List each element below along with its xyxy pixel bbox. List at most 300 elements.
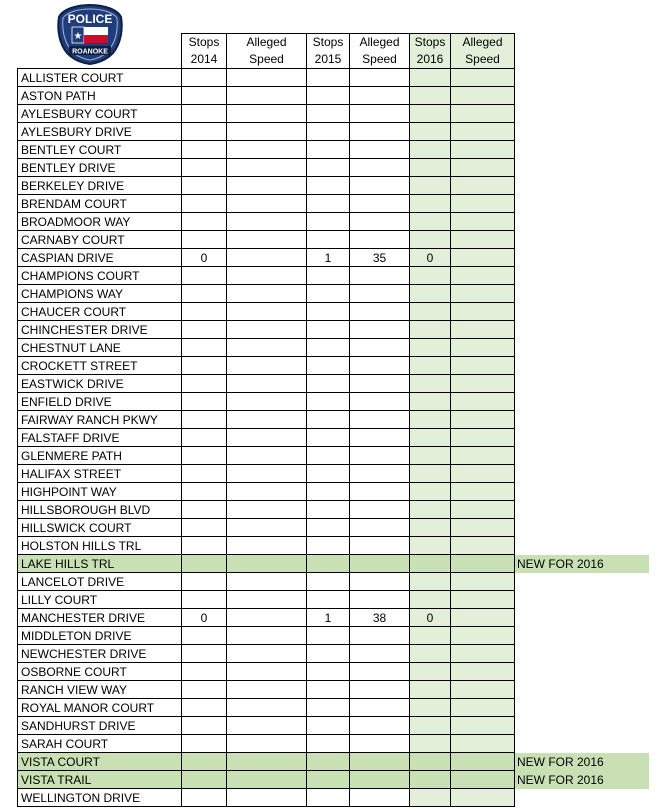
alleged-speed-2014-cell: [227, 681, 307, 699]
stops-2014-cell: [182, 573, 227, 591]
stops-2014-cell: [182, 87, 227, 105]
stops-2015-cell: [307, 645, 350, 663]
street-name-cell: ROYAL MANOR COURT: [18, 699, 182, 717]
alleged-speed-2015-cell: [350, 717, 410, 735]
table-row: [18, 105, 650, 123]
table-row: [18, 789, 650, 807]
street-name-cell: SARAH COURT: [18, 735, 182, 753]
stops-2016-cell: [410, 771, 451, 789]
stops-2016-cell: [410, 285, 451, 303]
stops-2014-cell: [182, 717, 227, 735]
stops-2014-cell: [182, 699, 227, 717]
status-note-cell: [515, 105, 650, 123]
alleged-speed-2016-cell: [451, 771, 515, 789]
stops-2015-cell: [307, 123, 350, 141]
table-row: [18, 285, 650, 303]
stops-2014-cell: [182, 789, 227, 807]
alleged-speed-2016-cell: [451, 555, 515, 573]
street-name-cell: SANDHURST DRIVE: [18, 717, 182, 735]
stops-2014-cell: [182, 771, 227, 789]
stops-2015-cell: [307, 753, 350, 771]
alleged-speed-2014-cell: [227, 177, 307, 195]
stops-2016-cell: [410, 519, 451, 537]
status-note-cell: [515, 231, 650, 249]
col-header-alleged-speed-2016: Alleged Speed: [451, 34, 515, 69]
stops-2016-cell: [410, 105, 451, 123]
status-note-cell: [515, 717, 650, 735]
table-row: [18, 753, 650, 771]
alleged-speed-2015-cell: [350, 105, 410, 123]
stops-2016-cell: [410, 321, 451, 339]
street-name-cell: NEWCHESTER DRIVE: [18, 645, 182, 663]
table-row: [18, 465, 650, 483]
alleged-speed-2014-cell: [227, 609, 307, 627]
stops-2015-cell: [307, 555, 350, 573]
status-note-cell: [515, 627, 650, 645]
stops-2015-cell: [307, 627, 350, 645]
stops-2016-cell: [410, 717, 451, 735]
stops-2014-cell: [182, 177, 227, 195]
alleged-speed-2016-cell: [451, 537, 515, 555]
alleged-speed-2014-cell: [227, 195, 307, 213]
alleged-speed-2016-cell: [451, 753, 515, 771]
stops-2016-cell: [410, 141, 451, 159]
table-row: [18, 69, 650, 87]
alleged-speed-2016-cell: [451, 717, 515, 735]
table-row: [18, 339, 650, 357]
status-note-cell: [515, 699, 650, 717]
stops-2014-cell: [182, 537, 227, 555]
stops-2014-cell: [182, 141, 227, 159]
street-name-cell: MANCHESTER DRIVE: [18, 609, 182, 627]
stops-2014-cell: [182, 123, 227, 141]
table-row: [18, 573, 650, 591]
table-row: [18, 627, 650, 645]
alleged-speed-2015-cell: [350, 339, 410, 357]
status-note-cell: [515, 339, 650, 357]
stops-2015-cell: [307, 321, 350, 339]
alleged-speed-2014-cell: [227, 321, 307, 339]
table-row: [18, 195, 650, 213]
alleged-speed-2015-cell: [350, 753, 410, 771]
stops-2014-cell: [182, 501, 227, 519]
table-row: [18, 591, 650, 609]
status-note-cell: [515, 735, 650, 753]
street-name-cell: CHAMPIONS WAY: [18, 285, 182, 303]
alleged-speed-2014-cell: [227, 573, 307, 591]
stops-2014-cell: [182, 195, 227, 213]
status-note-cell: [515, 537, 650, 555]
alleged-speed-2016-cell: [451, 591, 515, 609]
alleged-speed-2016-cell: [451, 447, 515, 465]
alleged-speed-2014-cell: [227, 303, 307, 321]
alleged-speed-2014-cell: [227, 483, 307, 501]
table-row: [18, 141, 650, 159]
alleged-speed-2014-cell: [227, 249, 307, 267]
stops-2014-cell: [182, 735, 227, 753]
alleged-speed-2015-cell: [350, 411, 410, 429]
stops-2014-cell: [182, 375, 227, 393]
street-name-cell: HIGHPOINT WAY: [18, 483, 182, 501]
stops-2015-cell: [307, 357, 350, 375]
svg-text:★: ★: [73, 31, 83, 42]
status-note-cell: [515, 303, 650, 321]
alleged-speed-2016-cell: [451, 303, 515, 321]
street-stops-table: [17, 33, 650, 807]
stops-2015-cell: [307, 393, 350, 411]
alleged-speed-2015-cell: 35: [350, 249, 410, 267]
table-row: [18, 321, 650, 339]
stops-2016-cell: [410, 537, 451, 555]
stops-2016-cell: [410, 231, 451, 249]
alleged-speed-2015-cell: [350, 177, 410, 195]
alleged-speed-2015-cell: [350, 681, 410, 699]
stops-2016-cell: [410, 591, 451, 609]
status-note-cell: [515, 483, 650, 501]
alleged-speed-2014-cell: [227, 375, 307, 393]
status-note-cell: [515, 681, 650, 699]
alleged-speed-2014-cell: [227, 267, 307, 285]
stops-2015-cell: [307, 681, 350, 699]
table-row: [18, 429, 650, 447]
alleged-speed-2016-cell: [451, 357, 515, 375]
stops-2014-cell: [182, 285, 227, 303]
stops-2016-cell: [410, 393, 451, 411]
alleged-speed-2015-cell: [350, 789, 410, 807]
stops-2014-cell: [182, 159, 227, 177]
street-name-cell: BENTLEY COURT: [18, 141, 182, 159]
alleged-speed-2016-cell: [451, 393, 515, 411]
alleged-speed-2015-cell: [350, 501, 410, 519]
alleged-speed-2015-cell: [350, 69, 410, 87]
stops-2016-cell: [410, 123, 451, 141]
street-name-cell: FALSTAFF DRIVE: [18, 429, 182, 447]
stops-2014-cell: [182, 483, 227, 501]
stops-2015-cell: [307, 177, 350, 195]
stops-2016-cell: [410, 267, 451, 285]
stops-2016-cell: [410, 681, 451, 699]
table-row: [18, 735, 650, 753]
table-row: [18, 375, 650, 393]
stops-2015-cell: [307, 501, 350, 519]
alleged-speed-2016-cell: [451, 609, 515, 627]
alleged-speed-2014-cell: [227, 69, 307, 87]
stops-2015-cell: [307, 375, 350, 393]
alleged-speed-2016-cell: [451, 411, 515, 429]
stops-2015-cell: [307, 573, 350, 591]
stops-2015-cell: [307, 537, 350, 555]
stops-2015-cell: [307, 411, 350, 429]
alleged-speed-2015-cell: [350, 573, 410, 591]
alleged-speed-2016-cell: [451, 627, 515, 645]
street-name-cell: LAKE HILLS TRL: [18, 555, 182, 573]
street-name-cell: BENTLEY DRIVE: [18, 159, 182, 177]
table-row: [18, 519, 650, 537]
table-row: [18, 249, 650, 267]
table-row: [18, 771, 650, 789]
alleged-speed-2015-cell: [350, 267, 410, 285]
stops-2014-cell: [182, 231, 227, 249]
table-row: [18, 231, 650, 249]
stops-2014-cell: 0: [182, 249, 227, 267]
alleged-speed-2014-cell: [227, 771, 307, 789]
stops-2014-cell: 0: [182, 609, 227, 627]
alleged-speed-2015-cell: [350, 303, 410, 321]
alleged-speed-2015-cell: [350, 123, 410, 141]
table-row: [18, 393, 650, 411]
alleged-speed-2016-cell: [451, 429, 515, 447]
alleged-speed-2016-cell: [451, 375, 515, 393]
alleged-speed-2014-cell: [227, 447, 307, 465]
status-note-cell: [515, 411, 650, 429]
alleged-speed-2016-cell: [451, 69, 515, 87]
alleged-speed-2015-cell: [350, 141, 410, 159]
stops-2015-cell: [307, 789, 350, 807]
status-note-cell: [515, 87, 650, 105]
stops-2016-cell: 0: [410, 609, 451, 627]
col-header-stops-2014: Stops 2014: [182, 34, 227, 69]
stops-2016-cell: [410, 555, 451, 573]
alleged-speed-2014-cell: [227, 627, 307, 645]
status-note-cell: NEW FOR 2016: [515, 555, 650, 573]
col-header-stops-2015: Stops 2015: [307, 34, 350, 69]
alleged-speed-2014-cell: [227, 357, 307, 375]
street-name-cell: FAIRWAY RANCH PKWY: [18, 411, 182, 429]
stops-2015-cell: [307, 105, 350, 123]
table-row: [18, 267, 650, 285]
stops-2016-cell: [410, 411, 451, 429]
status-note-cell: NEW FOR 2016: [515, 771, 650, 789]
alleged-speed-2015-cell: 38: [350, 609, 410, 627]
stops-2015-cell: [307, 285, 350, 303]
stops-2015-cell: [307, 663, 350, 681]
street-name-cell: HOLSTON HILLS TRL: [18, 537, 182, 555]
alleged-speed-2015-cell: [350, 213, 410, 231]
street-name-cell: CROCKETT STREET: [18, 357, 182, 375]
street-name-cell: AYLESBURY COURT: [18, 105, 182, 123]
street-name-cell: BERKELEY DRIVE: [18, 177, 182, 195]
alleged-speed-2016-cell: [451, 645, 515, 663]
stops-2015-cell: [307, 735, 350, 753]
street-name-cell: LANCELOT DRIVE: [18, 573, 182, 591]
street-name-cell: ALLISTER COURT: [18, 69, 182, 87]
alleged-speed-2014-cell: [227, 537, 307, 555]
status-note-cell: [515, 429, 650, 447]
alleged-speed-2016-cell: [451, 699, 515, 717]
status-note-cell: [515, 573, 650, 591]
status-note-cell: [515, 519, 650, 537]
stops-2014-cell: [182, 555, 227, 573]
stops-2015-cell: [307, 339, 350, 357]
table-row: [18, 663, 650, 681]
table-row: [18, 159, 650, 177]
street-name-cell: RANCH VIEW WAY: [18, 681, 182, 699]
alleged-speed-2014-cell: [227, 339, 307, 357]
stops-2014-cell: [182, 213, 227, 231]
alleged-speed-2016-cell: [451, 141, 515, 159]
alleged-speed-2016-cell: [451, 465, 515, 483]
alleged-speed-2015-cell: [350, 393, 410, 411]
stops-2015-cell: [307, 465, 350, 483]
stops-2016-cell: [410, 195, 451, 213]
status-note-cell: [515, 447, 650, 465]
stops-2016-cell: [410, 627, 451, 645]
alleged-speed-2016-cell: [451, 195, 515, 213]
alleged-speed-2014-cell: [227, 159, 307, 177]
alleged-speed-2016-cell: [451, 285, 515, 303]
stops-2015-cell: [307, 303, 350, 321]
table-row: [18, 681, 650, 699]
alleged-speed-2014-cell: [227, 591, 307, 609]
status-note-cell: [515, 375, 650, 393]
alleged-speed-2014-cell: [227, 663, 307, 681]
status-note-cell: [515, 393, 650, 411]
table-row: [18, 447, 650, 465]
stops-2014-cell: [182, 753, 227, 771]
note-header-blank: [515, 34, 650, 69]
stops-2016-cell: [410, 501, 451, 519]
alleged-speed-2014-cell: [227, 141, 307, 159]
stops-2015-cell: [307, 447, 350, 465]
alleged-speed-2014-cell: [227, 213, 307, 231]
street-name-cell: BRENDAM COURT: [18, 195, 182, 213]
street-name-cell: GLENMERE PATH: [18, 447, 182, 465]
logo-top-text: POLICE: [67, 12, 113, 26]
stops-2014-cell: [182, 105, 227, 123]
alleged-speed-2015-cell: [350, 87, 410, 105]
alleged-speed-2016-cell: [451, 159, 515, 177]
stops-2016-cell: [410, 177, 451, 195]
alleged-speed-2014-cell: [227, 411, 307, 429]
col-header-alleged-speed-2014: Alleged Speed: [227, 34, 307, 69]
col-header-alleged-speed-2015: Alleged Speed: [350, 34, 410, 69]
stops-2016-cell: [410, 465, 451, 483]
alleged-speed-2014-cell: [227, 519, 307, 537]
street-name-cell: VISTA COURT: [18, 753, 182, 771]
alleged-speed-2014-cell: [227, 465, 307, 483]
stops-2016-cell: [410, 87, 451, 105]
table-row: [18, 483, 650, 501]
logo-bottom-text: ROANOKE: [72, 48, 108, 56]
alleged-speed-2014-cell: [227, 717, 307, 735]
street-name-cell: CHAUCER COURT: [18, 303, 182, 321]
alleged-speed-2016-cell: [451, 483, 515, 501]
stops-2015-cell: [307, 591, 350, 609]
alleged-speed-2015-cell: [350, 375, 410, 393]
street-name-cell: CASPIAN DRIVE: [18, 249, 182, 267]
street-name-cell: OSBORNE COURT: [18, 663, 182, 681]
alleged-speed-2014-cell: [227, 429, 307, 447]
alleged-speed-2015-cell: [350, 231, 410, 249]
stops-2015-cell: [307, 87, 350, 105]
stops-2014-cell: [182, 303, 227, 321]
stops-2015-cell: 1: [307, 609, 350, 627]
table-row: [18, 123, 650, 141]
alleged-speed-2015-cell: [350, 357, 410, 375]
stops-2016-cell: [410, 699, 451, 717]
alleged-speed-2014-cell: [227, 555, 307, 573]
street-name-cell: EASTWICK DRIVE: [18, 375, 182, 393]
alleged-speed-2016-cell: [451, 267, 515, 285]
table-row: [18, 537, 650, 555]
status-note-cell: [515, 195, 650, 213]
stops-2015-cell: [307, 267, 350, 285]
alleged-speed-2015-cell: [350, 483, 410, 501]
street-name-cell: ASTON PATH: [18, 87, 182, 105]
stops-2015-cell: [307, 69, 350, 87]
table-row: [18, 411, 650, 429]
status-note-cell: [515, 141, 650, 159]
stops-2016-cell: [410, 69, 451, 87]
stops-2016-cell: [410, 303, 451, 321]
alleged-speed-2015-cell: [350, 159, 410, 177]
alleged-speed-2016-cell: [451, 321, 515, 339]
alleged-speed-2015-cell: [350, 645, 410, 663]
alleged-speed-2015-cell: [350, 735, 410, 753]
stops-2015-cell: [307, 717, 350, 735]
stops-2014-cell: [182, 357, 227, 375]
alleged-speed-2016-cell: [451, 249, 515, 267]
street-name-cell: WELLINGTON DRIVE: [18, 789, 182, 807]
stops-2016-cell: [410, 483, 451, 501]
alleged-speed-2015-cell: [350, 519, 410, 537]
header-row: [18, 34, 650, 69]
alleged-speed-2015-cell: [350, 699, 410, 717]
table-row: [18, 645, 650, 663]
street-name-cell: VISTA TRAIL: [18, 771, 182, 789]
alleged-speed-2016-cell: [451, 789, 515, 807]
alleged-speed-2016-cell: [451, 339, 515, 357]
stops-2014-cell: [182, 69, 227, 87]
street-name-cell: HILLSWICK COURT: [18, 519, 182, 537]
alleged-speed-2016-cell: [451, 519, 515, 537]
status-note-cell: [515, 267, 650, 285]
alleged-speed-2015-cell: [350, 627, 410, 645]
alleged-speed-2015-cell: [350, 447, 410, 465]
street-header-blank: [18, 34, 182, 69]
stops-2016-cell: 0: [410, 249, 451, 267]
alleged-speed-2015-cell: [350, 771, 410, 789]
alleged-speed-2014-cell: [227, 231, 307, 249]
stops-2016-cell: [410, 573, 451, 591]
alleged-speed-2014-cell: [227, 123, 307, 141]
alleged-speed-2015-cell: [350, 537, 410, 555]
street-name-cell: CHESTNUT LANE: [18, 339, 182, 357]
stops-2016-cell: [410, 375, 451, 393]
stops-2016-cell: [410, 447, 451, 465]
status-note-cell: [515, 501, 650, 519]
alleged-speed-2015-cell: [350, 195, 410, 213]
street-name-cell: CARNABY COURT: [18, 231, 182, 249]
stops-2016-cell: [410, 645, 451, 663]
stops-2015-cell: [307, 519, 350, 537]
status-note-cell: [515, 321, 650, 339]
stops-2014-cell: [182, 627, 227, 645]
table-row: [18, 555, 650, 573]
status-note-cell: [515, 177, 650, 195]
alleged-speed-2016-cell: [451, 87, 515, 105]
stops-2015-cell: [307, 771, 350, 789]
table-row: [18, 87, 650, 105]
status-note-cell: NEW FOR 2016: [515, 753, 650, 771]
alleged-speed-2015-cell: [350, 285, 410, 303]
alleged-speed-2014-cell: [227, 501, 307, 519]
stops-2014-cell: [182, 393, 227, 411]
stops-2015-cell: [307, 141, 350, 159]
stops-2014-cell: [182, 267, 227, 285]
table-row: [18, 717, 650, 735]
alleged-speed-2016-cell: [451, 177, 515, 195]
